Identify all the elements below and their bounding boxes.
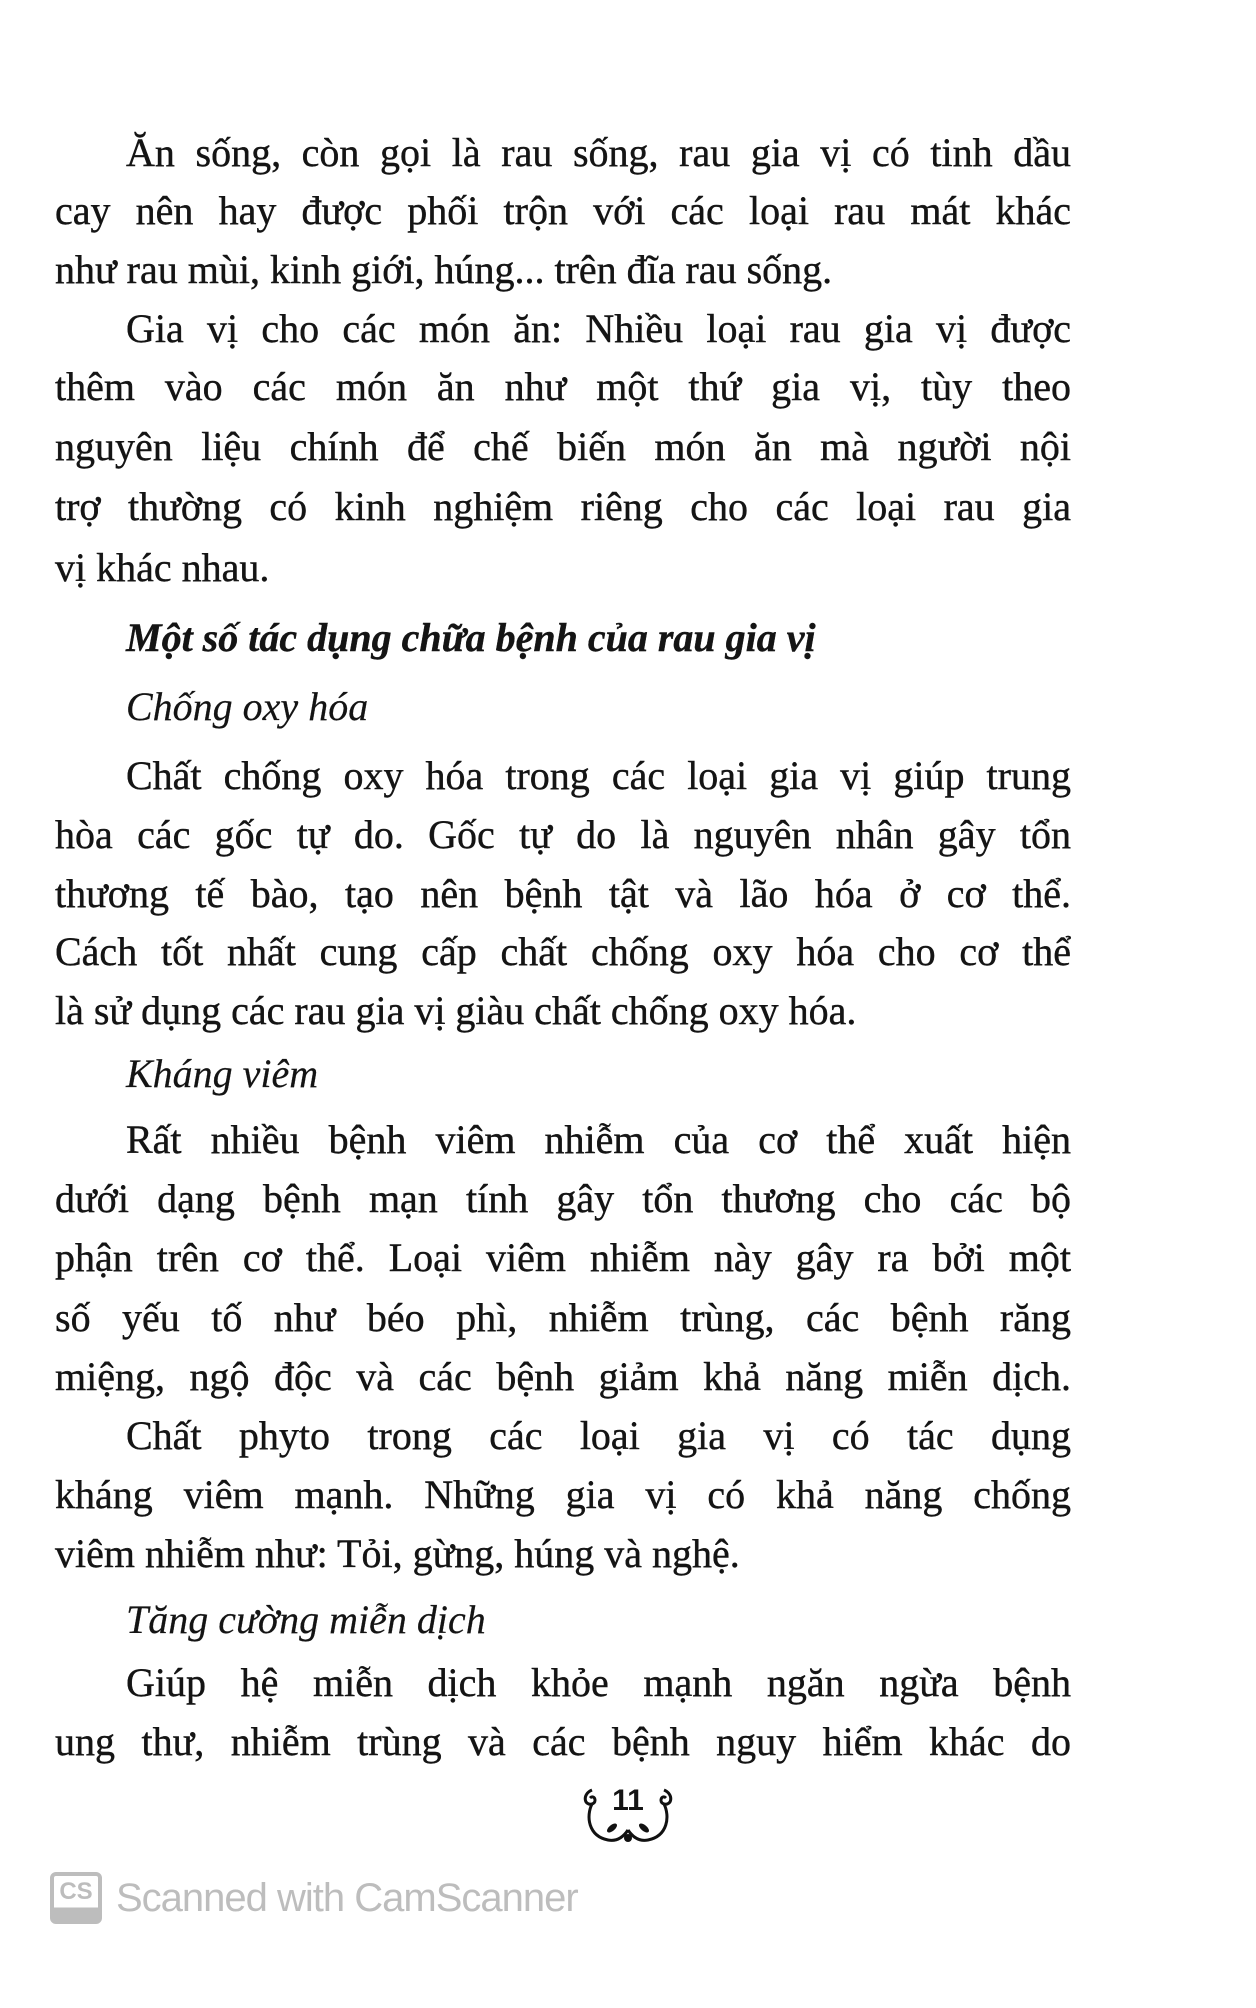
text-line: thương tế bào, tạo nên bệnh tật và lão hóa ở cơ thể. — [55, 871, 1071, 916]
text-line: thêm vào các món ăn như một thứ gia vị, tùy theo — [55, 364, 1071, 409]
text-line: Chất phyto trong các loại gia vị có tác dụng — [126, 1413, 1071, 1458]
text-line: ung thư, nhiễm trùng và các bệnh nguy hiểm khác do — [55, 1719, 1071, 1764]
camscanner-watermark — [50, 1872, 578, 1924]
text-line: kháng viêm mạnh. Những gia vị có khả năng chống — [55, 1472, 1071, 1517]
text-line: là sử dụng các rau gia vị giàu chất chống oxy hóa. — [55, 988, 857, 1033]
text-line: Giúp hệ miễn dịch khỏe mạnh ngăn ngừa bệnh — [126, 1660, 1071, 1705]
text-line: nguyên liệu chính để chế biến món ăn mà người nội — [55, 424, 1071, 469]
text-line: số yếu tố như béo phì, nhiễm trùng, các bệnh răng — [55, 1295, 1071, 1340]
text-line: Cách tốt nhất cung cấp chất chống oxy hóa cho cơ thể — [55, 929, 1071, 974]
text-line: Rất nhiều bệnh viêm nhiễm của cơ thể xuất hiện — [126, 1117, 1071, 1162]
text-line: dưới dạng bệnh mạn tính gây tổn thương cho các bộ — [55, 1176, 1071, 1221]
text-line: cay nên hay được phối trộn với các loại rau mát khác — [55, 188, 1071, 233]
text-line: viêm nhiễm như: Tỏi, gừng, húng và nghệ. — [55, 1531, 740, 1576]
subheading: Tăng cường miễn dịch — [126, 1597, 486, 1642]
text-line: vị khác nhau. — [55, 545, 270, 590]
subheading: Kháng viêm — [126, 1051, 319, 1096]
text-line: miệng, ngộ độc và các bệnh giảm khả năng miễn dịch. — [55, 1354, 1071, 1399]
text-line: Ăn sống, còn gọi là rau sống, rau gia vị có tinh dầu — [126, 130, 1071, 175]
page-number: 11 — [612, 1784, 644, 1817]
section-heading: Một số tác dụng chữa bệnh của rau gia vị — [126, 615, 816, 660]
text-line: Gia vị cho các món ăn: Nhiều loại rau gia vị được — [126, 306, 1071, 351]
subheading: Chống oxy hóa — [126, 684, 369, 729]
text-line: trợ thường có kinh nghiệm riêng cho các loại rau gia — [55, 484, 1071, 529]
text-line: Chất chống oxy hóa trong các loại gia vị giúp trung — [126, 753, 1071, 798]
text-line: như rau mùi, kinh giới, húng... trên đĩa rau sống. — [55, 247, 833, 292]
text-line: hòa các gốc tự do. Gốc tự do là nguyên nhân gây tổn — [55, 812, 1071, 857]
camscanner-logo-icon: CS — [50, 1872, 102, 1924]
watermark-text: Scanned with CamScanner — [116, 1875, 578, 1920]
text-line: phận trên cơ thể. Loại viêm nhiễm này gây ra bởi một — [55, 1235, 1071, 1280]
